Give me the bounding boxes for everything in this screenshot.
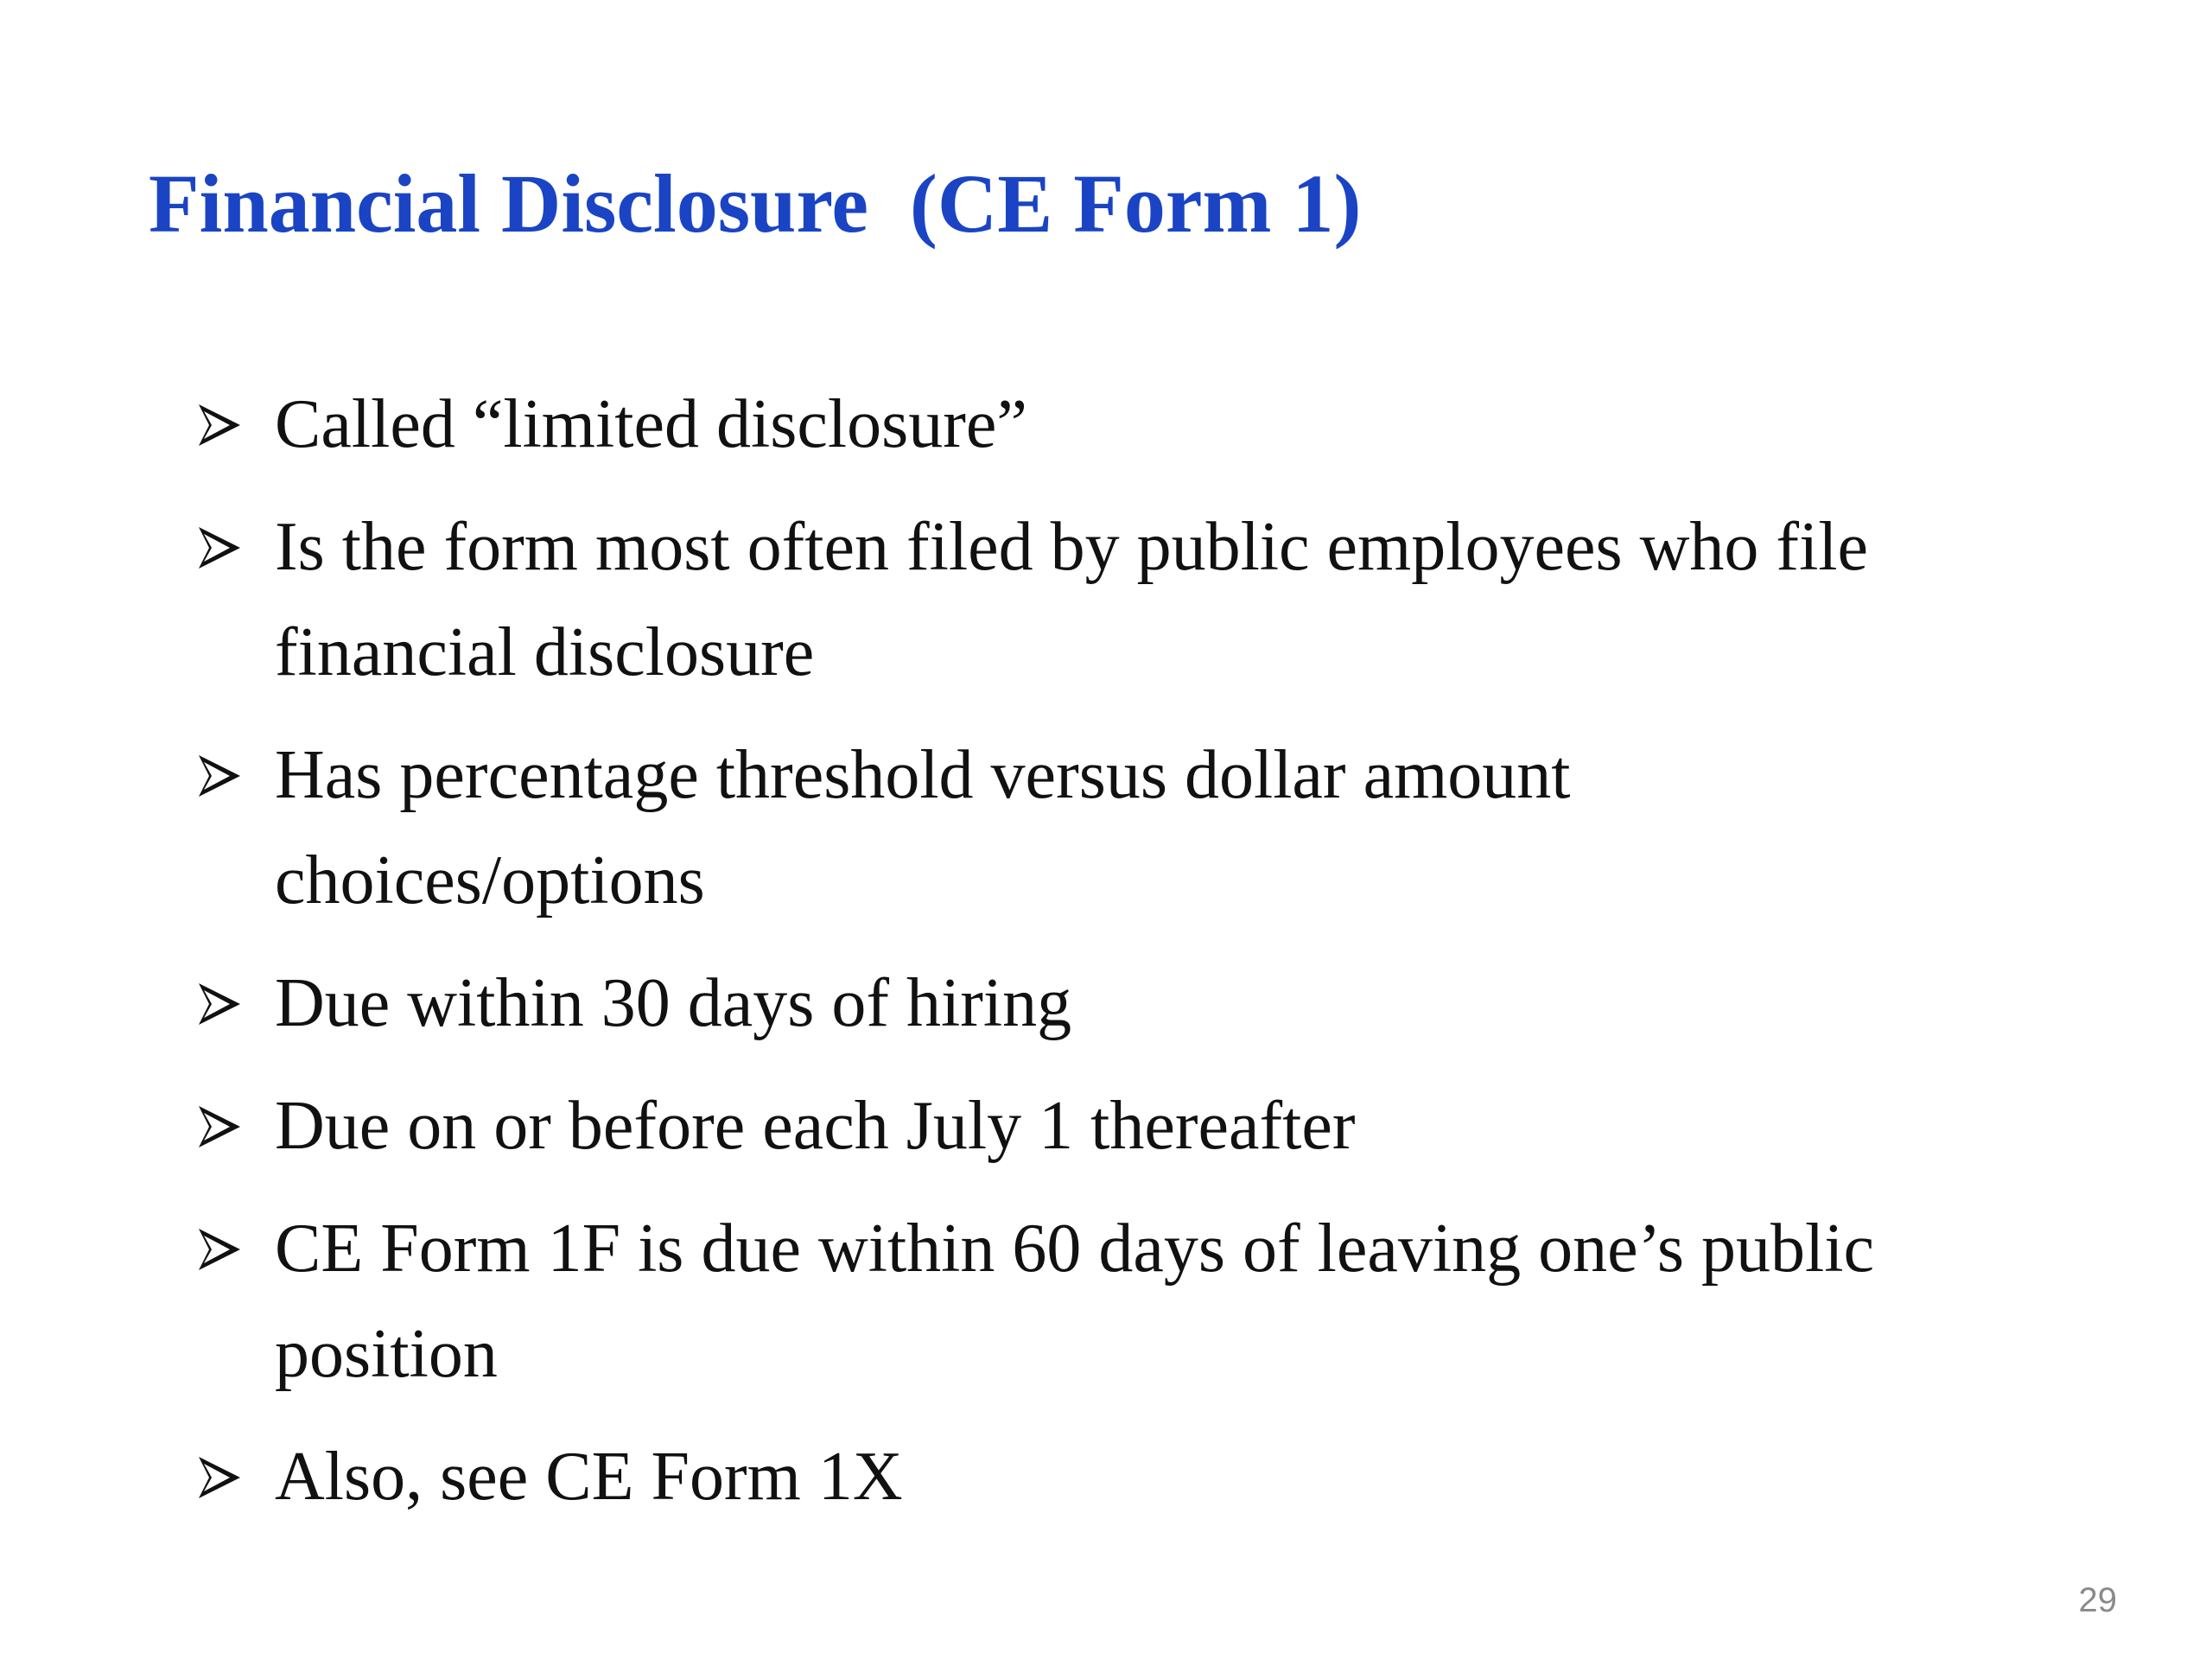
list-item (195, 1424, 1993, 1529)
bullet-text: Also, see CE Form 1X (275, 1439, 903, 1515)
arrowhead-bullet-icon (195, 1103, 244, 1151)
list-item (195, 722, 1993, 933)
list-item (195, 950, 1993, 1056)
bullet-text: Called “limited disclosure” (275, 386, 1027, 462)
arrowhead-bullet-icon (195, 980, 244, 1028)
arrowhead-bullet-icon (195, 1225, 244, 1274)
arrowhead-bullet-icon (195, 524, 244, 572)
list-item (195, 1196, 1993, 1407)
bullet-text: Due within 30 days of hiring (275, 965, 1072, 1041)
bullet-text: CE Form 1F is due within 60 days of leaving one’s public position (275, 1211, 1874, 1392)
bullet-text: Has percentage threshold versus dollar amount choices/options (275, 737, 1571, 918)
bullet-list (195, 372, 1993, 1547)
list-item (195, 372, 1993, 477)
slide-title: Financial Disclosure (CE Form 1) (149, 157, 1362, 250)
bullet-text: Due on or before each July 1 thereafter (275, 1088, 1356, 1164)
arrowhead-bullet-icon (195, 1453, 244, 1502)
bullet-text: Is the form most often filed by public employees who file financial disclosure (275, 509, 1869, 690)
page-number: 29 (2078, 1581, 2117, 1619)
list-item (195, 1073, 1993, 1179)
arrowhead-bullet-icon (195, 752, 244, 800)
list-item (195, 494, 1993, 705)
arrowhead-bullet-icon (195, 401, 244, 449)
